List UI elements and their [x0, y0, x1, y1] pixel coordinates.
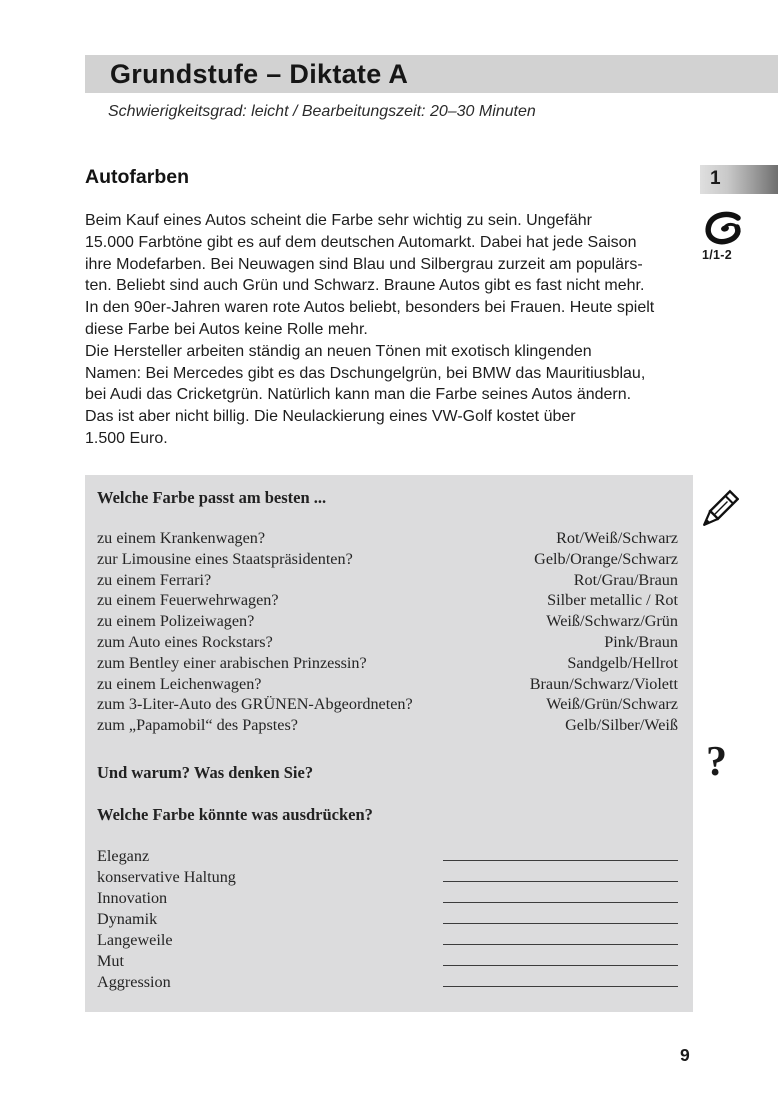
- article-line: diese Farbe bei Autos keine Rolle mehr.: [85, 320, 368, 338]
- express-row: [97, 888, 678, 909]
- qa-answer: Gelb/Silber/Weiß: [565, 716, 678, 735]
- express-label: Aggression: [97, 973, 171, 991]
- color-expression-list: [97, 846, 678, 993]
- article-line: Beim Kauf eines Autos scheint die Farbe sehr wichtig zu sein. Ungefähr: [85, 212, 592, 229]
- article-line: Das ist aber nicht billig. Die Neulackierung eines VW-Golf kostet über: [85, 408, 576, 426]
- difficulty-subtitle: Schwierigkeitsgrad: leicht / Bearbeitungszeit: 20–30 Minuten: [108, 103, 536, 120]
- qa-answer: Sandgelb/Hellrot: [567, 653, 678, 672]
- qa-row: [97, 653, 678, 674]
- qa-question: zum Auto eines Rockstars?: [97, 632, 273, 651]
- question-icon: ?: [706, 739, 727, 785]
- chapter-header-bar: [85, 55, 778, 93]
- express-row: [97, 846, 678, 867]
- qa-row: [97, 632, 678, 653]
- express-label: Dynamik: [97, 910, 158, 928]
- qa-question: zum „Papamobil“ des Papstes?: [97, 716, 298, 735]
- qa-question: zu einem Ferrari?: [97, 570, 212, 589]
- article-line: Namen: Bei Mercedes gibt es das Dschungelgrün, bei BMW das Mauritiusblau,: [85, 364, 646, 382]
- article-line: ihre Modefarben. Bei Neuwagen sind Blau und Silbergrau zurzeit am populärs-: [85, 255, 643, 273]
- answer-blank-line: [443, 909, 678, 924]
- pencil-icon: [699, 482, 739, 540]
- qa-row: [97, 528, 678, 549]
- qa-question: zum Bentley einer arabischen Prinzessin?: [97, 653, 367, 672]
- audio-track-marker: [702, 211, 748, 262]
- qa-row: [97, 694, 678, 715]
- qa-row: [97, 674, 678, 695]
- express-label: Langeweile: [97, 931, 173, 949]
- article-line: ten. Beliebt sind auch Grün und Schwarz. Braune Autos gibt es fast nicht mehr.: [85, 277, 645, 295]
- qa-answer: Weiß/Grün/Schwarz: [546, 695, 678, 714]
- chapter-title: Grundstufe – Diktate A: [110, 59, 409, 89]
- qa-answer: Weiß/Schwarz/Grün: [546, 612, 678, 631]
- qa-question: zu einem Krankenwagen?: [97, 529, 266, 547]
- exercise-box: [85, 475, 693, 1012]
- exercise-heading-why: Und warum? Was denken Sie?: [97, 763, 314, 782]
- qa-row: [97, 590, 678, 611]
- qa-row: [97, 570, 678, 591]
- qa-answer: Rot/Grau/Braun: [573, 570, 678, 589]
- qa-question: zum 3-Liter-Auto des GRÜNEN-Abgeordneten?: [97, 695, 413, 714]
- express-label: konservative Haltung: [97, 868, 236, 886]
- section-number-badge: [700, 165, 778, 194]
- express-label: Eleganz: [97, 847, 150, 865]
- section-number: 1: [710, 168, 721, 189]
- qa-answer: Pink/Braun: [604, 632, 678, 651]
- answer-blank-line: [443, 846, 678, 861]
- exercise-heading-express: Welche Farbe könnte was ausdrücken?: [97, 805, 373, 824]
- qa-question: zu einem Leichenwagen?: [97, 674, 262, 693]
- qa-answer: Rot/Weiß/Schwarz: [556, 529, 678, 547]
- listen-cd-icon: [702, 211, 746, 247]
- qa-row: [97, 549, 678, 570]
- page-number: 9: [680, 1045, 690, 1065]
- answer-blank-line: [443, 930, 678, 945]
- qa-question: zu einem Polizeiwagen?: [97, 612, 255, 631]
- article-text: [85, 210, 700, 450]
- audio-track-label: 1/1-2: [702, 248, 732, 262]
- article-line: Die Hersteller arbeiten ständig an neuen Tönen mit exotisch klingenden: [85, 342, 592, 360]
- express-row: [97, 951, 678, 972]
- article-line: 15.000 Farbtöne gibt es auf dem deutschen Automarkt. Dabei hat jede Saison: [85, 233, 637, 251]
- qa-answer: Silber metallic / Rot: [547, 591, 678, 610]
- article-line: 1.500 Euro.: [85, 429, 168, 447]
- qa-row: [97, 611, 678, 632]
- qa-answer: Gelb/Orange/Schwarz: [534, 549, 678, 568]
- qa-question: zur Limousine eines Staatspräsidenten?: [97, 549, 353, 568]
- qa-question: zu einem Feuerwehrwagen?: [97, 591, 279, 610]
- express-row: [97, 909, 678, 930]
- express-label: Mut: [97, 952, 124, 970]
- article-line: In den 90er-Jahren waren rote Autos beliebt, besonders bei Frauen. Heute spielt: [85, 299, 655, 317]
- color-match-list: [97, 528, 678, 736]
- qa-row: [97, 715, 678, 736]
- answer-blank-line: [443, 951, 678, 966]
- express-row: [97, 930, 678, 951]
- answer-blank-line: [443, 972, 678, 987]
- express-row: [97, 972, 678, 993]
- section-title: Autofarben: [85, 166, 189, 188]
- exercise-heading-match: Welche Farbe passt am besten ...: [97, 488, 327, 507]
- qa-answer: Braun/Schwarz/Violett: [529, 674, 678, 693]
- answer-blank-line: [443, 867, 678, 882]
- answer-blank-line: [443, 888, 678, 903]
- express-label: Innovation: [97, 889, 168, 907]
- express-row: [97, 867, 678, 888]
- article-line: bei Audi das Cricketgrün. Natürlich kann man die Farbe seines Autos ändern.: [85, 386, 632, 404]
